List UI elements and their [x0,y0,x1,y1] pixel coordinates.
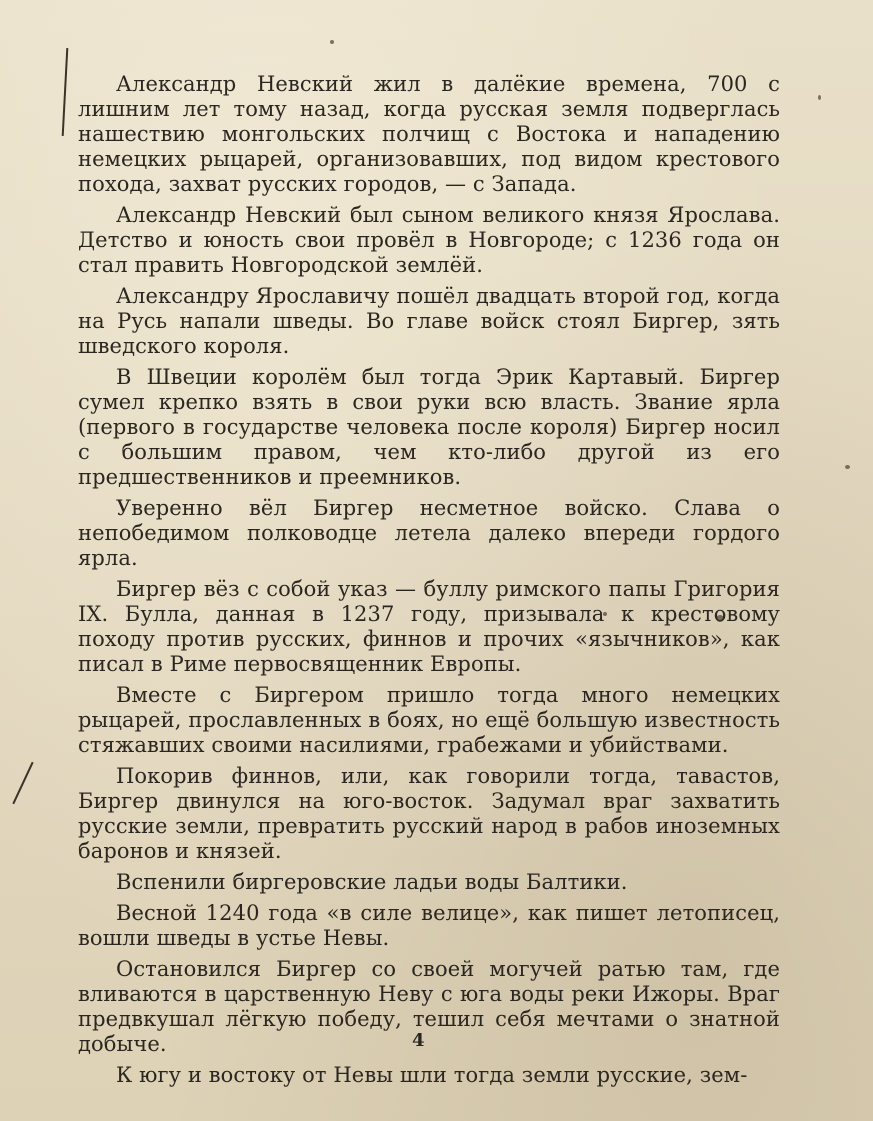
page-number: 4 [412,1030,425,1051]
paragraph: Вспенили биргеровские ладьи воды Балтики. [116,870,628,894]
paper-speck [330,40,334,44]
paragraph: Вместе с Биргером пришло тогда много немецких рыцарей, прославленных в боях, но ещё большую известность стяжавших своими насилиями, грабежами и убийствами. [78,683,780,757]
body-text [78,72,780,1094]
paragraph: Александр Невский был сыном великого князя Ярослава. Детство и юность свои провёл в Новгороде; с 1236 года он стал править Новгородской землёй. [78,203,780,277]
margin-pencil-line [62,48,69,136]
paragraph: Остановился Биргер со своей могучей ратью там, где вливаются в царственную Неву с юга воды реки Ижоры. Враг предвкушал лёгкую победу, тешил себя мечтами о знатной добыче. [78,957,780,1056]
paragraph: Биргер вёз с собой указ — буллу римского папы Григория IX. Булла, данная в 1237 году, призывала к крестовому походу против русских, финнов и прочих «язычников», как писал в Риме первосвященник Европы. [78,577,780,676]
paper-speck [818,95,821,100]
paragraph: К югу и востоку от Невы шли тогда земли русские, зем- [116,1063,748,1087]
paragraph: Покорив финнов, или, как говорили тогда, тавастов, Биргер двинулся на юго-восток. Задумал враг захватить русские земли, превратить русский народ в рабов иноземных баронов и князей. [78,764,780,863]
paragraph: Весной 1240 года «в силе велице», как пишет летописец, вошли шведы в устье Невы. [78,901,780,950]
paragraph: В Швеции королём был тогда Эрик Картавый. Биргер сумел крепко взять в свои руки всю власть. Звание ярла (первого в государстве человека после короля) Биргер носил с большим правом, чем кто-либо другой из его предшественников и преемников. [78,365,780,489]
paragraph: Александру Ярославичу пошёл двадцать второй год, когда на Русь напали шведы. Во главе войск стоял Биргер, зять шведского короля. [78,284,780,358]
paragraph: Александр Невский жил в далёкие времена, 700 с лишним лет тому назад, когда русская земля подверглась нашествию монгольских полчищ с Востока и нападению немецких рыцарей, организовавших, под видом крестового похода, захват русских городов, — с Запада. [78,72,780,196]
margin-pencil-mark [12,762,33,805]
paper-speck [845,465,850,469]
paragraph: Уверенно вёл Биргер несметное войско. Слава о непобедимом полководце летела далеко впереди гордого ярла. [78,496,780,570]
